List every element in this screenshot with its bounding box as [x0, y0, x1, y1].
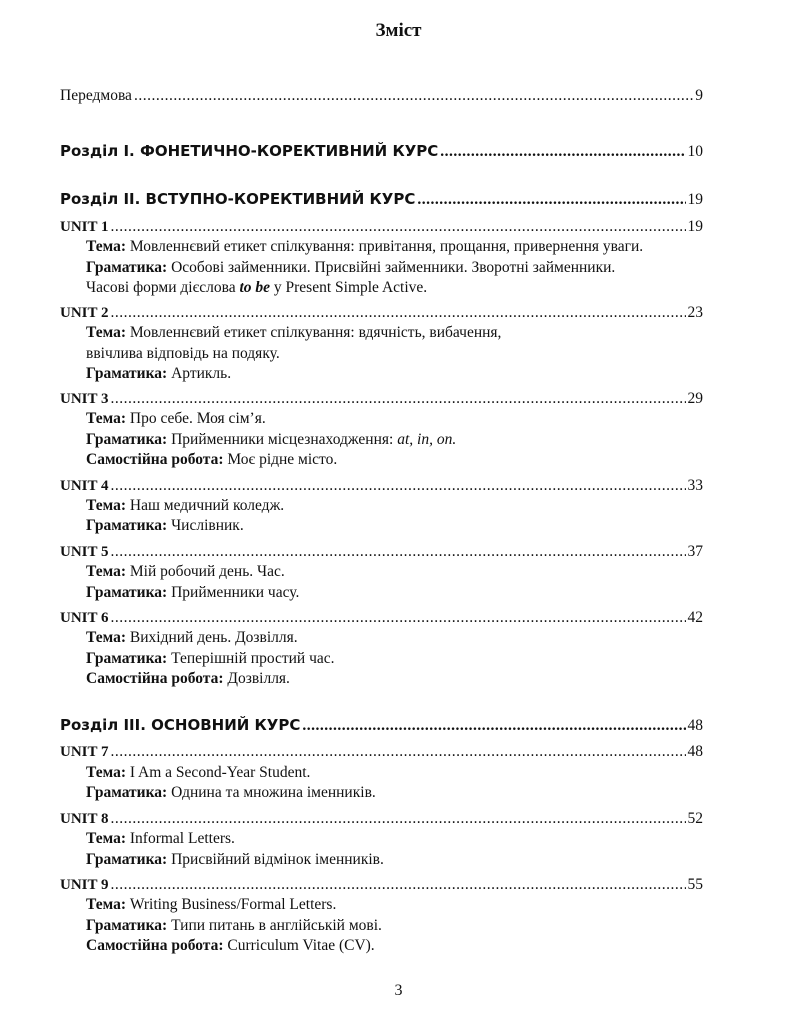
page-number: 3: [394, 982, 403, 999]
unit-selfwork: Самостійна робота: Дозвілля.: [86, 670, 290, 687]
unit-grammar: Граматика: Типи питань в англійській мові.: [86, 917, 382, 934]
toc-unit-7[interactable]: [60, 743, 703, 761]
toc-page: 48: [687, 717, 703, 734]
unit-label: UNIT 1: [60, 219, 109, 235]
toc-unit-5[interactable]: [60, 543, 703, 561]
unit-label: UNIT 9: [60, 877, 109, 893]
dot-leader: [111, 218, 686, 236]
unit-label: UNIT 8: [60, 811, 109, 827]
unit-label: UNIT 7: [60, 744, 109, 760]
unit-label: UNIT 3: [60, 391, 109, 407]
toc-page: 42: [687, 609, 703, 626]
dot-leader: [302, 717, 685, 735]
section-label: Розділ I. ФОНЕТИЧНО-КОРЕКТИВНИЙ КУРС: [60, 142, 439, 160]
toc-section-1[interactable]: [60, 142, 703, 161]
unit-topic: Тема: Вихідний день. Дозвілля.: [86, 629, 298, 646]
unit-topic: Тема: Наш медичний коледж.: [86, 497, 285, 514]
toc-page: 37: [687, 543, 703, 560]
dot-leader: [134, 87, 693, 105]
unit-selfwork: Самостійна робота: Моє рідне місто.: [86, 451, 338, 468]
unit-grammar: Граматика: Числівник.: [86, 517, 244, 534]
toc-section-3[interactable]: [60, 716, 703, 735]
toc-page: 48: [687, 743, 703, 760]
unit-grammar: Граматика: Артикль.: [86, 365, 232, 382]
toc-unit-1[interactable]: [60, 218, 703, 236]
unit-topic: Тема: Informal Letters.: [86, 830, 235, 847]
unit-grammar: Граматика: Теперішній простий час.: [86, 650, 335, 667]
toc-unit-8[interactable]: [60, 810, 703, 828]
unit-grammar: Граматика: Присвійний відмінок іменників.: [86, 851, 384, 868]
unit-topic: Тема: Мовленнєвий етикет спілкування: вдячність, вибачення,: [86, 324, 502, 341]
dot-leader: [111, 477, 686, 495]
unit-topic: Тема: Мовленнєвий етикет спілкування: привітання, прощання, привернення уваги.: [86, 238, 644, 255]
dot-leader: [111, 810, 686, 828]
toc-page: 10: [687, 143, 703, 160]
dot-leader: [111, 304, 686, 322]
toc-unit-4[interactable]: [60, 477, 703, 495]
toc-page: 52: [687, 810, 703, 827]
dot-leader: [111, 609, 686, 627]
unit-label: UNIT 5: [60, 544, 109, 560]
unit-topic: Тема: I Am a Second-Year Student.: [86, 764, 311, 781]
dot-leader: [111, 743, 686, 761]
unit-grammar-cont: Часові форми дієслова to be у Present Simple Active.: [86, 279, 428, 296]
dot-leader: [111, 390, 686, 408]
toc-entry-preface[interactable]: [60, 87, 703, 105]
dot-leader: [440, 143, 685, 161]
toc-unit-3[interactable]: [60, 390, 703, 408]
unit-label: UNIT 4: [60, 478, 109, 494]
unit-grammar: Граматика: Прийменники часу.: [86, 584, 300, 601]
section-label: Розділ II. ВСТУПНО-КОРЕКТИВНИЙ КУРС: [60, 190, 416, 208]
toc-page: 55: [687, 876, 703, 893]
toc-unit-6[interactable]: [60, 609, 703, 627]
unit-label: UNIT 2: [60, 305, 109, 321]
unit-topic: Тема: Про себе. Моя сім’я.: [86, 410, 266, 427]
toc-section-2[interactable]: [60, 190, 703, 209]
unit-topic: Тема: Writing Business/Formal Letters.: [86, 896, 337, 913]
toc-page: 29: [687, 390, 703, 407]
toc-label: Передмова: [60, 87, 132, 104]
toc-page: 9: [695, 87, 703, 104]
page-title: Зміст: [375, 20, 422, 41]
unit-topic: Тема: Мій робочий день. Час.: [86, 563, 285, 580]
toc-unit-2[interactable]: [60, 304, 703, 322]
toc-page: 19: [687, 191, 703, 208]
dot-leader: [417, 191, 685, 209]
unit-label: UNIT 6: [60, 610, 109, 626]
toc-page: 23: [687, 304, 703, 321]
unit-topic-cont: ввічлива відповідь на подяку.: [86, 345, 280, 362]
unit-selfwork: Самостійна робота: Curriculum Vitae (CV).: [86, 937, 375, 954]
unit-grammar: Граматика: Прийменники місцезнаходження: at, in, on.: [86, 431, 457, 448]
unit-grammar: Граматика: Особові займенники. Присвійні займенники. Зворотні займенники.: [86, 259, 616, 276]
dot-leader: [111, 543, 686, 561]
toc-unit-9[interactable]: [60, 876, 703, 894]
toc-page: 33: [687, 477, 703, 494]
section-label: Розділ III. ОСНОВНИЙ КУРС: [60, 716, 301, 734]
toc-page: 19: [687, 218, 703, 235]
unit-grammar: Граматика: Однина та множина іменників.: [86, 784, 376, 801]
dot-leader: [111, 876, 686, 894]
